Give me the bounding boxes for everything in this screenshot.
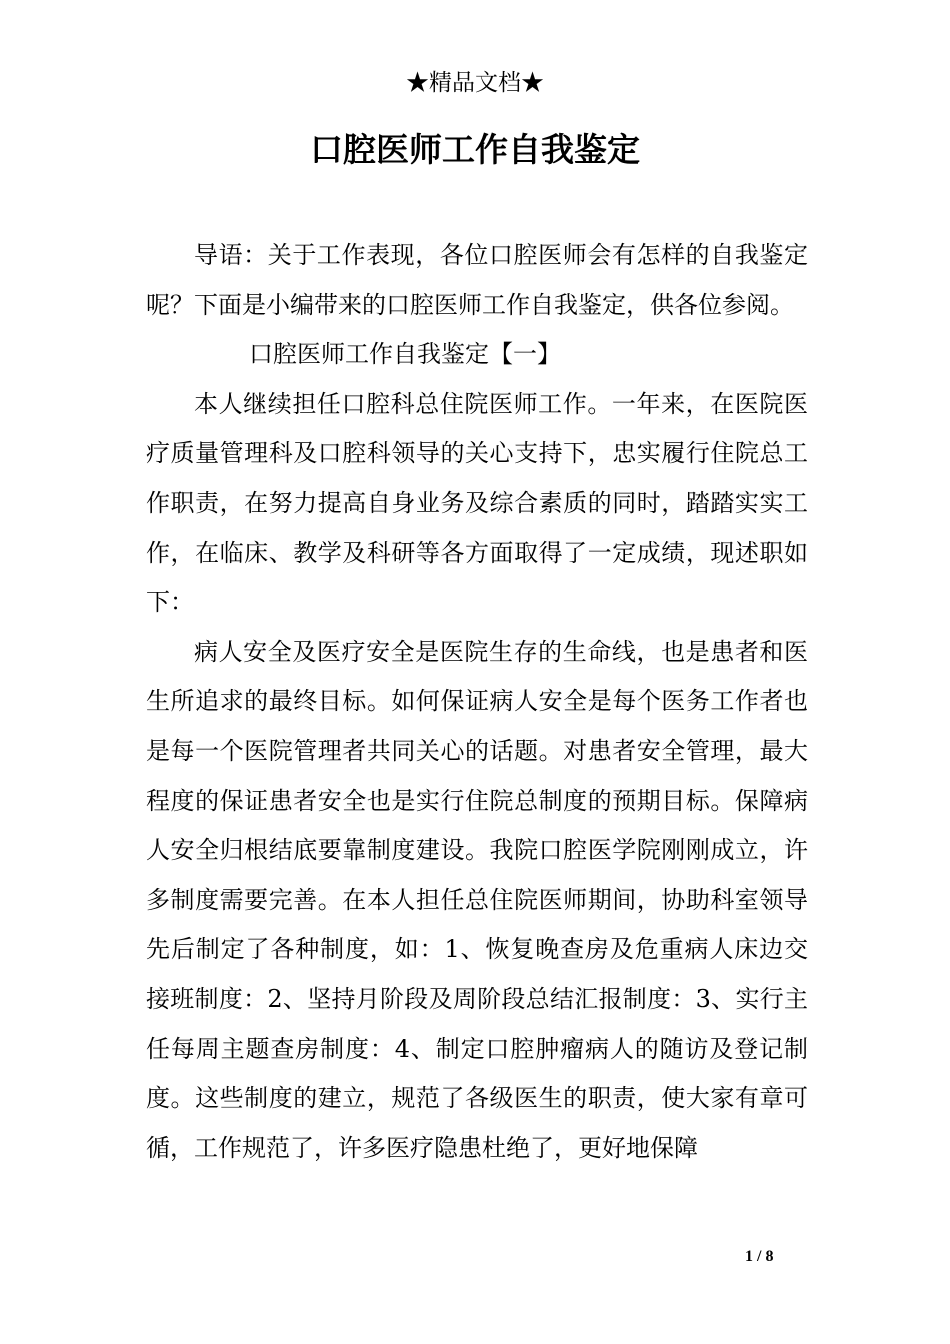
page-number: 1 / 8	[745, 1248, 774, 1265]
body-paragraph-1: 本人继续担任口腔科总住院医师工作。一年来，在医院医疗质量管理科及口腔科领导的关心支持下，忠实履行住院总工作职责，在努力提高自身业务及综合素质的同时，踏踏实实工作，在临床、教学及科研等各方面取得了一定成绩，现述职如下：	[146, 389, 808, 617]
body-paragraph-2: 病人安全及医疗安全是医院生存的生命线，也是患者和医生所追求的最终目标。如何保证病人安全是每个医务工作者也是每一个医院管理者共同关心的话题。对患者安全管理，最大程度的保证患者安全也是实行住院总制度的预期目标。保障病人安全归根结底要靠制度建设。我院口腔医学院刚刚成立，许多制度需要完善。在本人担任总住院医师期间，协助科室领导先后制定了各种制度，如：1、恢复晚查房及危重病人床边交接班制度：2、坚持月阶段及周阶段总结汇报制度：3、实行主任每周主题查房制度：4、制定口腔肿瘤病人的随访及登记制度。这些制度的建立，规范了各级医生的职责，使大家有章可循，工作规范了，许多医疗隐患杜绝了，更好地保障	[146, 637, 808, 1162]
header-mark: ★精品文档★	[406, 70, 544, 96]
intro-paragraph: 导语：关于工作表现，各位口腔医师会有怎样的自我鉴定呢？下面是小编带来的口腔医师工作自我鉴定，供各位参阅。	[146, 241, 808, 319]
document-body	[146, 231, 808, 1173]
document-title: 口腔医师工作自我鉴定	[310, 130, 640, 169]
section-heading: 口腔医师工作自我鉴定【一】	[249, 340, 561, 369]
